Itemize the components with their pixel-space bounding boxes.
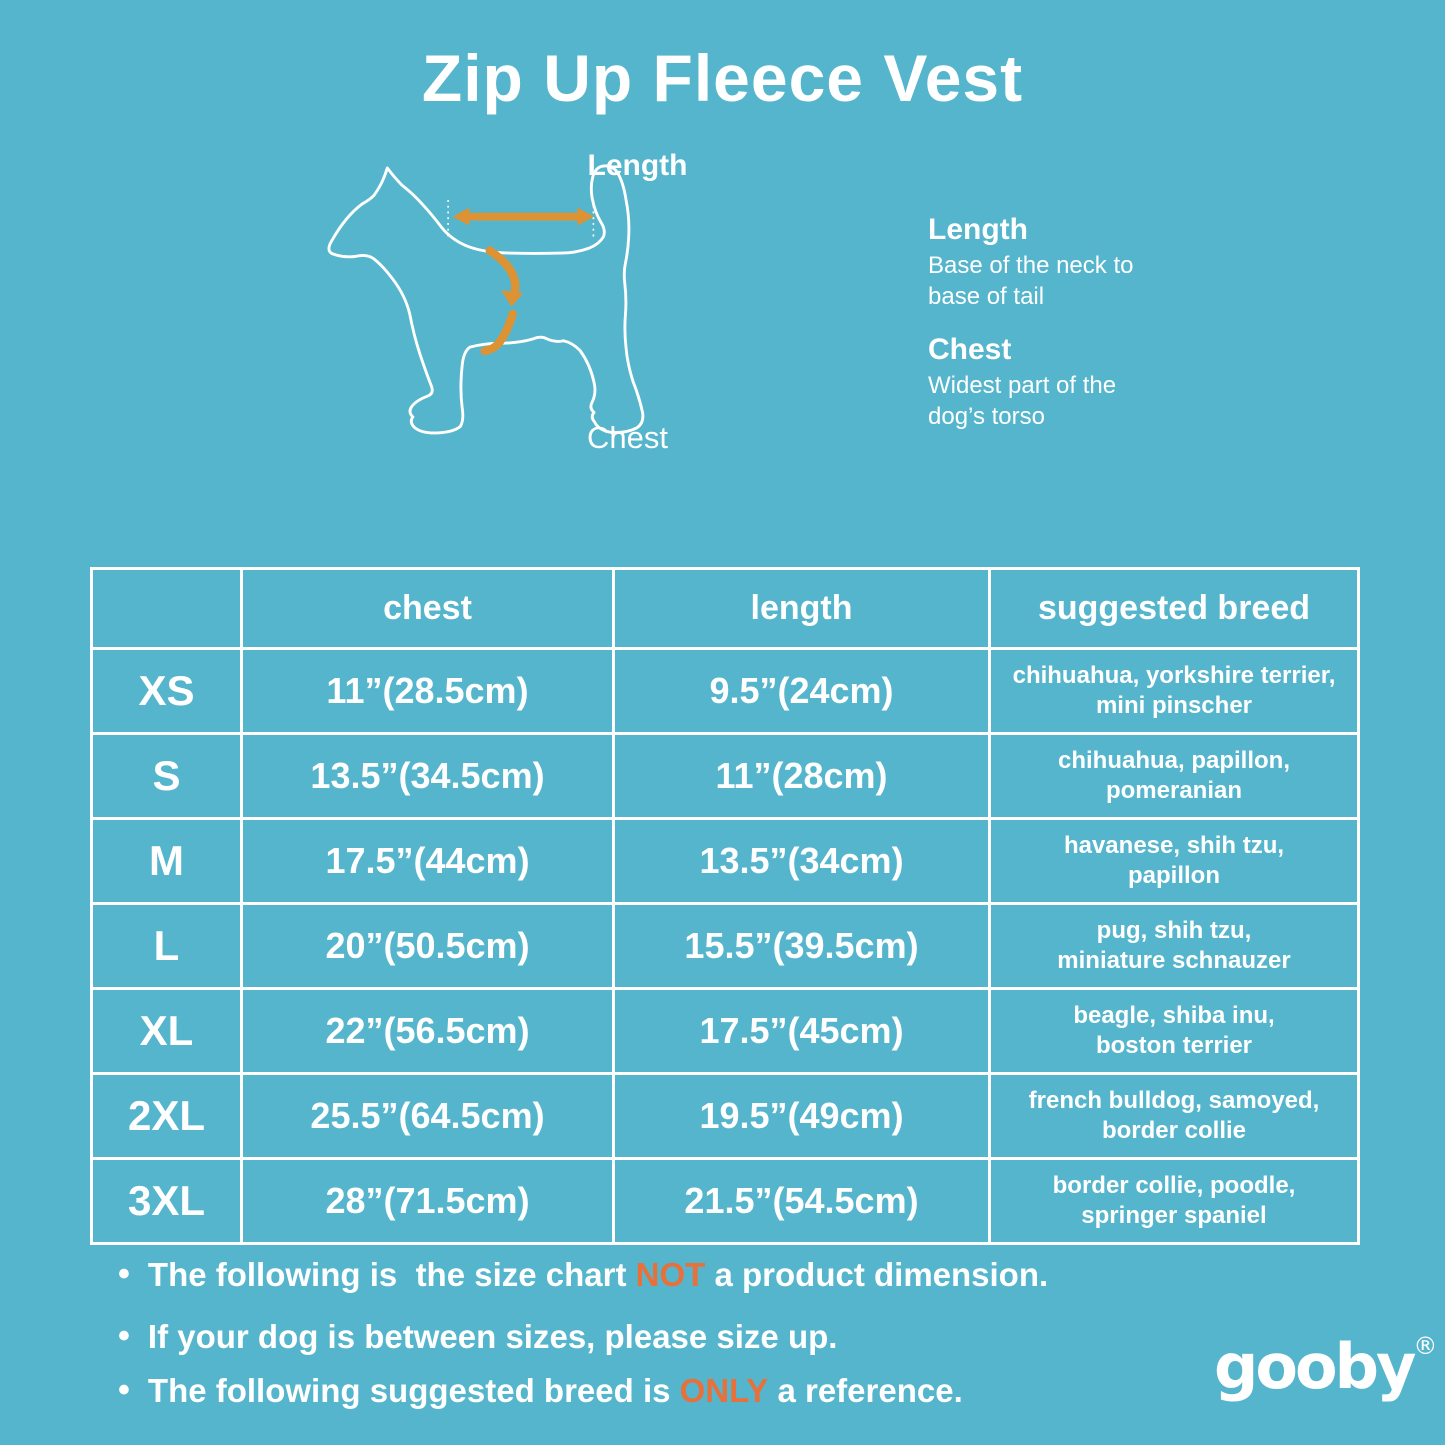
breed-line: springer spaniel	[1081, 1202, 1267, 1229]
note-text: a product dimension.	[705, 1256, 1049, 1293]
legend-chest-description	[928, 370, 1116, 432]
breed-line: miniature schnauzer	[1057, 947, 1291, 974]
chest-cell: 11”(28.5cm)	[242, 649, 614, 734]
size-cell: L	[92, 904, 242, 989]
breed-line: pomeranian	[1105, 777, 1243, 804]
table-row	[92, 649, 1359, 734]
chest-cell: 13.5”(34.5cm)	[242, 734, 614, 819]
bullet-icon: •	[118, 1255, 130, 1293]
table-header-row	[92, 569, 1359, 649]
note-text: a reference.	[768, 1372, 963, 1409]
legend-length-desc-line2: base of tail	[928, 283, 1045, 310]
note-text: The following is the size chart	[147, 1256, 636, 1293]
table-row	[92, 819, 1359, 904]
breed-line: papillon	[1128, 862, 1220, 889]
legend-chest-desc-line1: Widest part of the	[928, 372, 1117, 399]
breed-cell	[990, 649, 1359, 734]
breed-line: pug, shih tzu,	[1096, 917, 1252, 944]
breed-line: beagle, shiba inu,	[1073, 1002, 1275, 1029]
table-row	[92, 904, 1359, 989]
note-size-up	[118, 1318, 837, 1356]
length-cell: 15.5”(39.5cm)	[614, 904, 990, 989]
note-text: If your dog is between sizes, please size up.	[147, 1318, 838, 1355]
chest-cell: 20”(50.5cm)	[242, 904, 614, 989]
diagram-length-label: Length	[587, 149, 688, 182]
gooby-logo	[1214, 1330, 1437, 1403]
size-cell: M	[92, 819, 242, 904]
breed-line: border collie, poodle,	[1052, 1172, 1296, 1199]
breed-line: chihuahua, yorkshire terrier,	[1012, 662, 1336, 689]
length-arrow-icon	[453, 208, 594, 226]
header-length: length	[614, 569, 990, 649]
length-cell: 9.5”(24cm)	[614, 649, 990, 734]
bullet-icon: •	[118, 1317, 130, 1355]
breed-cell	[990, 1074, 1359, 1159]
breed-line: border collie	[1101, 1117, 1247, 1144]
breed-cell	[990, 1159, 1359, 1244]
chest-arrow-icon	[485, 251, 523, 351]
chest-cell: 17.5”(44cm)	[242, 819, 614, 904]
breed-cell	[990, 734, 1359, 819]
breed-line: chihuahua, papillon,	[1057, 747, 1290, 774]
length-cell: 17.5”(45cm)	[614, 989, 990, 1074]
table-row	[92, 989, 1359, 1074]
bullet-icon: •	[118, 1371, 130, 1409]
legend-length-heading: Length	[928, 213, 1028, 246]
legend-length-desc-line1: Base of the neck to	[928, 252, 1134, 279]
table-row	[92, 1074, 1359, 1159]
note-emphasis: NOT	[635, 1256, 706, 1293]
registered-trademark-icon: ®	[1413, 1332, 1438, 1360]
chest-cell: 25.5”(64.5cm)	[242, 1074, 614, 1159]
size-cell: XS	[92, 649, 242, 734]
table-row	[92, 734, 1359, 819]
note-size-chart	[118, 1256, 1048, 1294]
breed-line: havanese, shih tzu,	[1063, 832, 1285, 859]
breed-line: boston terrier	[1095, 1032, 1253, 1059]
size-cell: XL	[92, 989, 242, 1074]
note-emphasis: ONLY	[679, 1372, 769, 1409]
breed-line: french bulldog, samoyed,	[1028, 1087, 1320, 1114]
header-suggested-breed: suggested breed	[990, 569, 1359, 649]
header-chest: chest	[242, 569, 614, 649]
legend-chest-desc-line2: dog’s torso	[928, 403, 1045, 430]
chest-cell: 28”(71.5cm)	[242, 1159, 614, 1244]
breed-cell	[990, 989, 1359, 1074]
chest-cell: 22”(56.5cm)	[242, 989, 614, 1074]
size-cell: 3XL	[92, 1159, 242, 1244]
breed-line: mini pinscher	[1095, 692, 1253, 719]
gooby-logo-text: gooby	[1214, 1330, 1414, 1403]
header-size	[92, 569, 242, 649]
legend-length-description	[928, 250, 1133, 312]
length-cell: 13.5”(34cm)	[614, 819, 990, 904]
diagram-chest-label: Chest	[587, 420, 668, 455]
length-cell: 19.5”(49cm)	[614, 1074, 990, 1159]
page-title: Zip Up Fleece Vest	[421, 41, 1024, 115]
size-cell: S	[92, 734, 242, 819]
note-breed-reference	[118, 1372, 963, 1410]
breed-cell	[990, 819, 1359, 904]
size-cell: 2XL	[92, 1074, 242, 1159]
dog-outline-icon	[329, 166, 643, 433]
legend-chest-heading: Chest	[928, 333, 1012, 366]
note-text: The following suggested breed is	[147, 1372, 680, 1409]
size-chart-table	[90, 567, 1360, 1245]
length-cell: 11”(28cm)	[614, 734, 990, 819]
table-row	[92, 1159, 1359, 1244]
breed-cell	[990, 904, 1359, 989]
length-cell: 21.5”(54.5cm)	[614, 1159, 990, 1244]
